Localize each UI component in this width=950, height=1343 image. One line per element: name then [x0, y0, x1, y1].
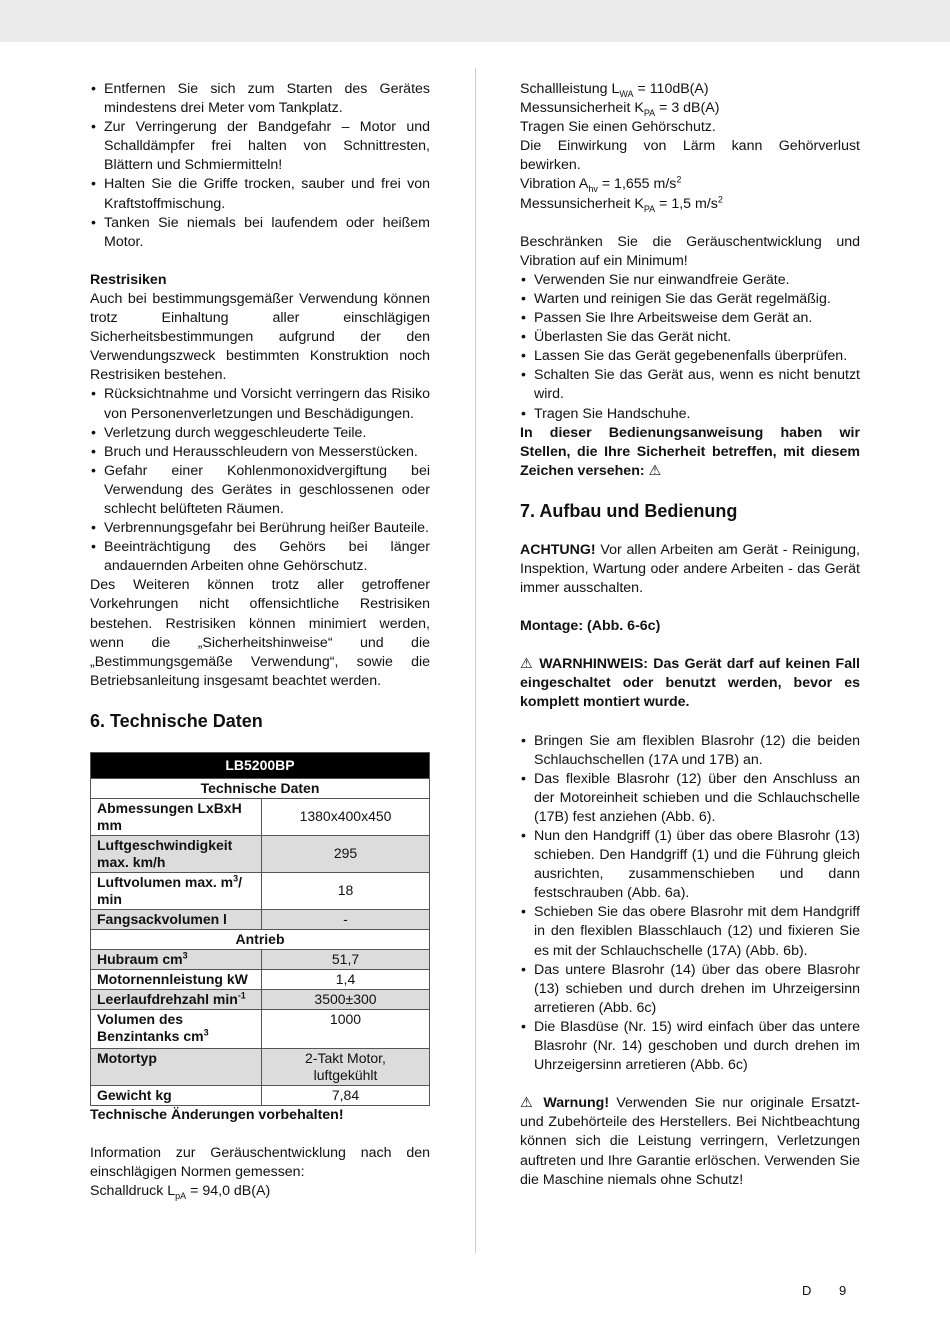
list-item: • Zur Verringerung der Bandgefahr – Motor und Schalldämpfer frei halten von Schnittresten, Blättern und Schmiermitteln!: [90, 118, 430, 175]
list-item: • Warten und reinigen Sie das Gerät regelmäßig.: [520, 290, 860, 309]
page-number: 9: [839, 1283, 847, 1298]
noise-info-text: Information zur Geräuschentwicklung nach den einschlägigen Normen gemessen:: [90, 1145, 430, 1181]
right-column: [520, 80, 860, 1190]
safety-bullet-list: [90, 80, 430, 252]
hearing-protection-line: Tragen Sie einen Gehörschutz.: [520, 119, 716, 136]
footer-language: D: [802, 1283, 812, 1298]
restrisiken-heading: Restrisiken: [90, 271, 167, 288]
list-item: • Überlasten Sie das Gerät nicht.: [520, 328, 860, 347]
vibration-line: Vibration $A_{hv} = 1,655$ $m/s^2$: [520, 174, 682, 195]
spare-parts-warning: ⚠ Warnung! Verwenden Sie nur originale Ersatzt- und Zubehörteile des Herstellers. Bei Nichtbeachtung können sich die Leistung verringern, Verletzungen auftreten und Ihre Garantie erlöschen. Verwenden Sie die Maschine niemals ohne Schutz!: [520, 1095, 860, 1188]
warning-triangle-icon: ⚠: [520, 656, 535, 673]
limit-noise-paragraph: Beschränken Sie die Geräuschentwicklung und Vibration auf ein Minimum!: [520, 233, 860, 269]
list-item: • Das flexible Blasrohr (12) über den Anschluss an der Motoreinheit schieben und die Schlauchschelle (17B) fest anziehen (Abb. 6).: [520, 770, 860, 827]
list-item: • Verletzung durch weggeschleuderte Teile.: [90, 424, 430, 443]
table-row: Motornennleistung kW 1,4: [91, 969, 430, 989]
table-row: Luftvolumen max. $m^3/$ min 18: [91, 872, 430, 909]
table-row: Luftgeschwindigkeit max. km/h 295: [91, 835, 430, 872]
table-row: Gewicht kg 7,84: [91, 1085, 430, 1105]
noise-effect-line: Die Einwirkung von Lärm kann Gehörverlust bewirken.: [520, 138, 860, 174]
changes-note: Technische Änderungen vorbehalten!: [90, 1106, 344, 1123]
column-divider: [475, 68, 476, 1253]
table-row: Hubraum $cm^3$ 51,7: [91, 949, 430, 969]
table-section-title: Antrieb: [91, 929, 430, 949]
sound-pressure-line: Schalldruck $L_{pA} = 94,0$ dB(A): [90, 1183, 271, 1202]
list-item: • Die Blasdüse (Nr. 15) wird einfach über das untere Blasrohr (Nr. 14) geschoben und durch drehen im Uhrzeigersinn arretieren (Abb. 6c): [520, 1018, 860, 1075]
technical-data-table: [90, 752, 430, 1106]
table-row: Motortyp 2-Takt Motor, luftgekühlt: [91, 1048, 430, 1085]
table-row: Leerlaufdrehzahl $\min^{-1}$ 3500±300: [91, 989, 430, 1009]
sound-power-line: Schallleistung $L_{WA} = 110dB(A)$: [520, 81, 709, 99]
table-row: Volumen des Benzintanks $cm^3$ 1000: [91, 1009, 430, 1048]
left-column: [90, 80, 430, 1201]
list-item: • Gefahr einer Kohlenmonoxidvergiftung bei Verwendung des Gerätes in geschlossenen oder schlecht belüfteten Räumen.: [90, 462, 430, 519]
list-item: • Schalten Sie das Gerät aus, wenn es nicht benutzt wird.: [520, 366, 860, 404]
list-item: • Passen Sie Ihre Arbeitsweise dem Gerät an.: [520, 309, 860, 328]
list-item: • Beeinträchtigung des Gehörs bei länger andauernden Arbeiten ohne Gehörschutz.: [90, 538, 430, 576]
list-item: • Halten Sie die Griffe trocken, sauber und frei von Kraftstoffmischung.: [90, 175, 430, 213]
vibration-uncertainty-line: Messunsicherheit $K_{PA} = 1,5$ $m/s^2$: [520, 193, 723, 214]
table-section-title: Technische Daten: [91, 778, 430, 798]
list-item: • Rücksichtnahme und Vorsicht verringern das Risiko von Personenverletzungen und Beschädigungen.: [90, 385, 430, 423]
uncertainty-line: Messunsicherheit $K_{PA} = 3$ dB(A): [520, 100, 720, 118]
safety-symbol-note: In dieser Bedienungsanweisung haben wir Stellen, die Ihre Sicherheit betreffen, mit diesem Zeichen versehen: ⚠: [520, 424, 860, 479]
warning-triangle-icon: ⚠: [648, 462, 662, 479]
list-item: • Lassen Sie das Gerät gegebenenfalls überprüfen.: [520, 347, 860, 366]
table-row: Abmessungen LxBxH mm 1380x400x450: [91, 798, 430, 835]
list-item: • Nun den Handgriff (1) über das obere Blasrohr (13) schieben. Den Handgriff (1) und die Führung gleich ausrichten, zusammenschieben und dann festschrauben (Abb. 6a).: [520, 827, 860, 903]
list-item: • Tanken Sie niemals bei laufendem oder heißem Motor.: [90, 214, 430, 252]
list-item: • Das untere Blasrohr (14) über das obere Blasrohr (13) schieben und durch drehen im Uhrzeigersinn arretieren (Abb. 6c): [520, 961, 860, 1018]
warning-notice: ⚠ WARNHINWEIS: Das Gerät darf auf keinen Fall eingeschaltet oder benutzt werden, bevor es komplett montiert wurde.: [520, 656, 860, 711]
list-item: • Verbrennungsgefahr bei Berührung heißer Bauteile.: [90, 519, 430, 538]
list-item: • Bruch und Herausschleudern von Messerstücken.: [90, 443, 430, 462]
assembly-steps-list: [520, 732, 860, 1076]
list-item: • Schieben Sie das obere Blasrohr mit dem Handgriff in den flexiblen Blasschlauch (12) und fixieren Sie es mit der Schlauchschelle (17A) (Abb. 6b).: [520, 903, 860, 960]
section-6-heading: 6. Technische Daten: [90, 710, 263, 731]
achtung-paragraph: ACHTUNG! Vor allen Arbeiten am Gerät - Reinigung, Inspektion, Wartung oder andere Arbeiten - das Gerät immer ausschalten.: [520, 541, 860, 597]
top-band: [0, 0, 950, 42]
list-item: • Entfernen Sie sich zum Starten des Gerätes mindestens drei Meter vom Tankplatz.: [90, 80, 430, 118]
section-7-heading: 7. Aufbau und Bedienung: [520, 500, 738, 521]
list-item: • Bringen Sie am flexiblen Blasrohr (12) die beiden Schlauchschellen (17A und 17B) an.: [520, 732, 860, 770]
restrisiken-text: Auch bei bestimmungsgemäßer Verwendung können trotz Einhaltung aller einschlägigen Sicherheitsbestimmungen aufgrund der den Verwendungszweck bestimmten Konstruktion noch Restrisiken bestehen.: [90, 290, 430, 384]
list-item: • Tragen Sie Handschuhe.: [520, 405, 860, 424]
assembly-heading: Montage: (Abb. 6-6c): [520, 618, 661, 635]
risk-bullet-list: [90, 385, 430, 576]
list-item: • Verwenden Sie nur einwandfreie Geräte.: [520, 271, 860, 290]
table-row: Fangsackvolumen l -: [91, 909, 430, 929]
table-model-header: LB5200BP: [91, 752, 430, 778]
residual-risk-paragraph: Des Weiteren können trotz aller getroffener Vorkehrungen nicht offensichtliche Restrisiken bestehen. Restrisiken können minimiert werden, wenn die „Sicherheitshinweise“ und die „Bestimmungsgemäße Verwendung“, sowie die Betriebsanleitung insgesamt beachtet werden.: [90, 577, 430, 689]
warning-triangle-icon: ⚠: [520, 1095, 537, 1112]
noise-bullet-list: [520, 271, 860, 424]
